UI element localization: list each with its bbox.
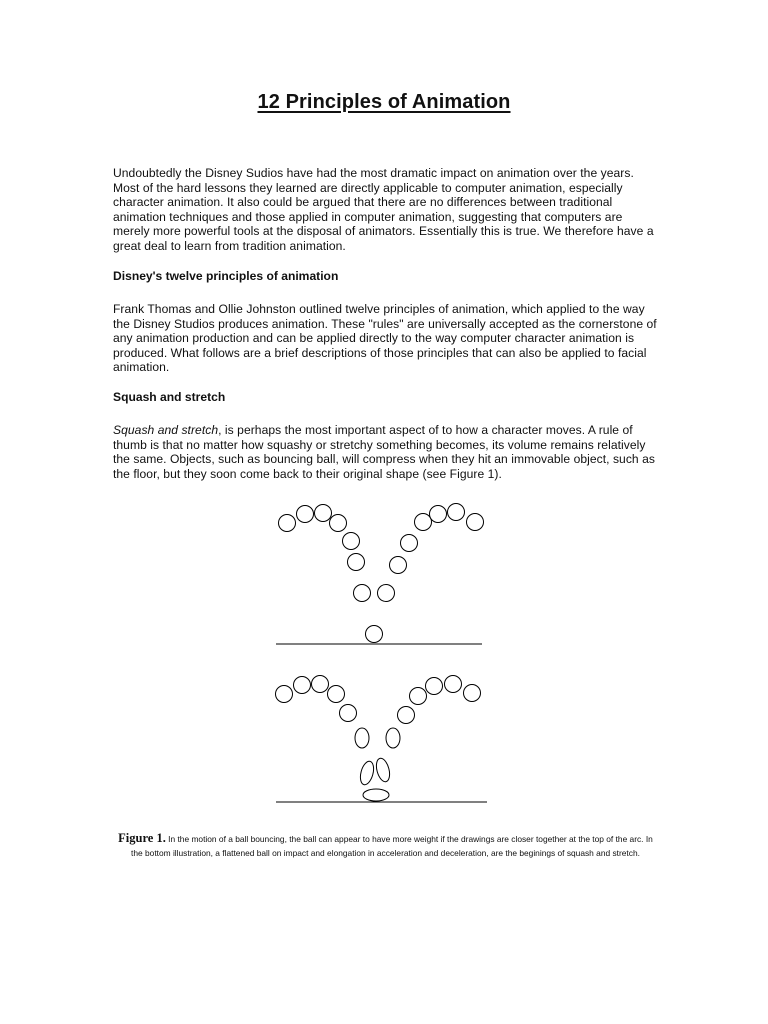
ball xyxy=(410,688,427,705)
ball xyxy=(297,506,314,523)
ball xyxy=(398,707,415,724)
ball xyxy=(374,757,392,783)
bouncing-ball-figure xyxy=(268,498,494,810)
ball xyxy=(366,626,383,643)
figure-label: Figure 1. xyxy=(118,831,166,845)
ball xyxy=(294,677,311,694)
ball xyxy=(390,557,407,574)
squash-term: Squash and stretch xyxy=(113,423,219,437)
ball xyxy=(312,676,329,693)
top-illustration xyxy=(276,504,484,645)
page-title: 12 Principles of Animation xyxy=(257,91,511,113)
ball xyxy=(401,535,418,552)
ball xyxy=(354,585,371,602)
ball xyxy=(348,554,365,571)
ball xyxy=(340,705,357,722)
ball xyxy=(279,515,296,532)
ball xyxy=(467,514,484,531)
ball xyxy=(426,678,443,695)
ball xyxy=(363,789,389,801)
figure-caption-text: In the motion of a ball bouncing, the ball can appear to have more weight if the drawings are closer together at the top of the arc. In the bottom illustration, a flattened ball on impact and elongation in acceleration and deceleration, are the beginings of squash and stretch. xyxy=(131,834,653,858)
ball xyxy=(328,686,345,703)
ball xyxy=(343,533,360,550)
ball xyxy=(430,506,447,523)
ball xyxy=(355,728,369,748)
ball xyxy=(315,505,332,522)
ball xyxy=(415,514,432,531)
ball xyxy=(378,585,395,602)
squash-paragraph xyxy=(113,423,658,481)
squash-paragraph-text: , is perhaps the most important aspect of to how a character moves. A rule of thumb is that no matter how squashy or stretchy something becomes, its volume remains relatively the same. Objects, such as bouncing ball, will compress when they hit an immovable object, such as the floor, but they soon come back to their original shape (see Figure 1). xyxy=(113,423,655,481)
ball xyxy=(445,676,462,693)
figure-caption xyxy=(113,832,658,860)
intro-paragraph: Undoubtedly the Disney Sudios have had the most dramatic impact on animation over the years. Most of the hard lessons they learned are directly applicable to computer animation, especially character animation. It also could be argued that there are no differences between traditional animation techniques and those applied in computer animation, suggesting that computers are merely more powerful tools at the disposal of animators. Essentially this is true. We therefore have a great deal to learn from tradition animation. xyxy=(113,166,654,253)
section-heading-principles: Disney's twelve principles of animation xyxy=(113,269,339,283)
ball xyxy=(330,515,347,532)
section-heading-squash: Squash and stretch xyxy=(113,390,226,404)
ball xyxy=(358,760,376,786)
ball xyxy=(448,504,465,521)
ball xyxy=(386,728,400,748)
principles-paragraph: Frank Thomas and Ollie Johnston outlined twelve principles of animation, which applied to the way the Disney Studios produces animation. These "rules" are universally accepted as the cornerstone of any animation production and can be applied directly to the way computer character animation is produced. What follows are a brief descriptions of those principles that can also be applied to facial animation. xyxy=(113,302,657,375)
ball xyxy=(276,686,293,703)
bottom-illustration xyxy=(276,676,488,803)
ball xyxy=(464,685,481,702)
